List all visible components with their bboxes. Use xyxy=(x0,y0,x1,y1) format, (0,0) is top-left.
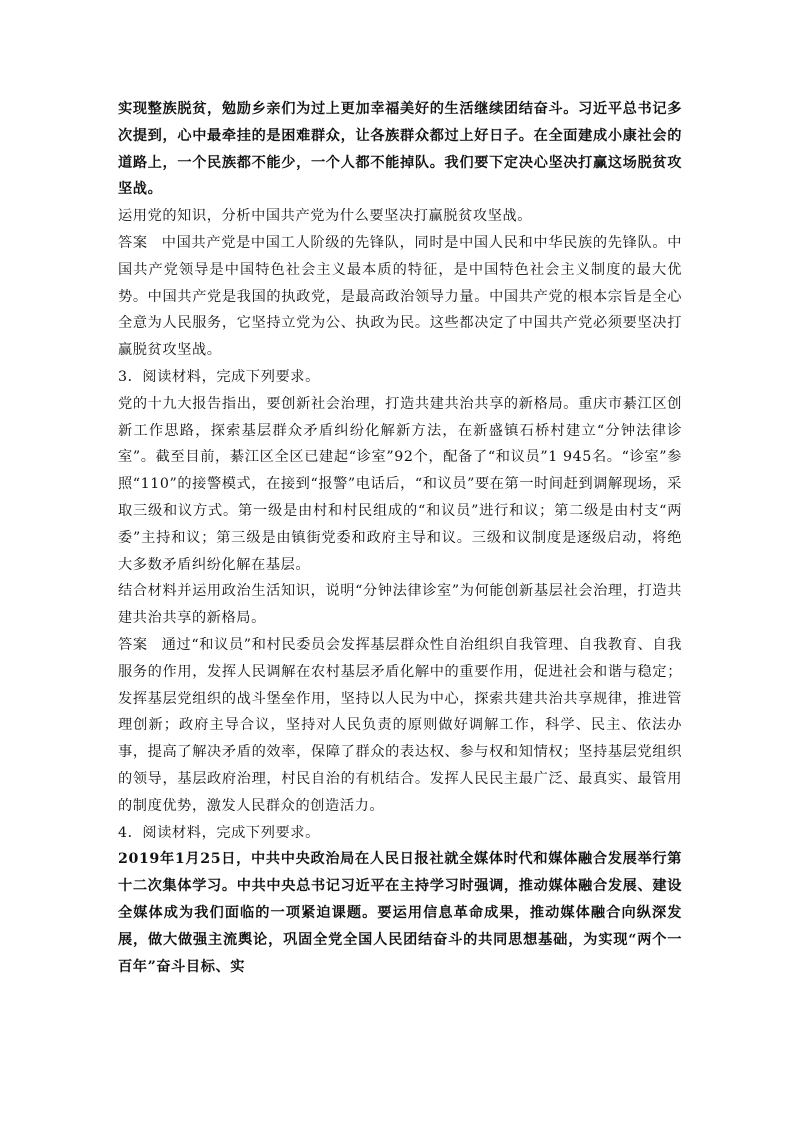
question-4-heading: 4．阅读材料，完成下列要求。 xyxy=(118,824,320,841)
answer-label: 答案 xyxy=(118,636,148,653)
material-4: 2019年1月25日，中共中央政治局在人民日报社就全媒体时代和媒体融合发展举行第十二次集体学习。中共中央总书记习近平在主持学习时强调，推动媒体融合发展、建设全媒体成为我们面临的一项紧迫课题。要运用信息革命成果，推动媒体融合向纵深发展，做大做强主流舆论，巩固全党全国人民团结奋斗的共同思想基础，为实现“两个一百年”奋斗目标、实 xyxy=(118,851,682,975)
material-continuation: 实现整族脱贫，勉励乡亲们为过上更加幸福美好的生活继续团结奋斗。习近平总书记多次提到，心中最牵挂的是困难群众，让各族群众都过上好日子。在全面建成小康社会的道路上，一个民族都不能少，一个人都不能掉队。我们要下定决心坚决打赢这场脱贫攻坚战。 xyxy=(118,101,682,198)
answer-3 xyxy=(118,632,682,820)
answer-label: 答案 xyxy=(118,234,148,251)
answer-2-text: 中国共产党是中国工人阶级的先锋队，同时是中国人民和中华民族的先锋队。中国共产党领导是中国特色社会主义最本质的特征，是中国特色社会主义制度的最大优势。中国共产党是我国的执政党，是最高政治领导力量。中国共产党的根本宗旨是全心全意为人民服务，它坚持立党为公、执政为民。这些都决定了中国共产党必须要坚决打赢脱贫攻坚战。 xyxy=(118,234,682,359)
question-2: 运用党的知识，分析中国共产党为什么要坚决打赢脱贫攻坚战。 xyxy=(118,208,533,225)
material-3: 党的十九大报告指出，要创新社会治理，打造共建共治共享的新格局。重庆市綦江区创新工作思路，探索基层群众矛盾纠纷化解新方法，在新盛镇石桥村建立“分钟法律诊室”。截至目前，綦江区全区已建起“诊室”92个，配备了“和议员”1 945名。“诊室”参照“110”的接警模式，在接到“报警”电话后，“和议员”要在第一时间赶到调解现场，采取三级和议方式。第一级是由村和村民组成的“和议员”进行和议；第二级是由村支“两委”主持和议；第三级是由镇街党委和政府主导和议。三级和议制度是逐级启动，将绝大多数矛盾纠纷化解在基层。 xyxy=(118,395,682,573)
question-3: 结合材料并运用政治生活知识，说明“分钟法律诊室”为何能创新基层社会治理，打造共建共治共享的新格局。 xyxy=(118,583,682,627)
question-3-heading: 3．阅读材料，完成下列要求。 xyxy=(118,368,320,385)
answer-2 xyxy=(118,230,682,364)
answer-3-text: 通过“和议员”和村民委员会发挥基层群众性自治组织自我管理、自我教育、自我服务的作用，发挥人民调解在农村基层矛盾化解中的重要作用，促进社会和谐与稳定；发挥基层党组织的战斗堡垒作用，坚持以人民为中心，探索共建共治共享规律，推进管理创新；政府主导合议，坚持对人民负责的原则做好调解工作，科学、民主、依法办事，提高了解决矛盾的效率，保障了群众的表达权、参与权和知情权；坚持基层党组织的领导，基层政府治理，村民自治的有机结合。发挥人民民主最广泛、最真实、最管用的制度优势，激发人民群众的创造活力。 xyxy=(118,636,683,814)
document-page xyxy=(118,96,682,980)
